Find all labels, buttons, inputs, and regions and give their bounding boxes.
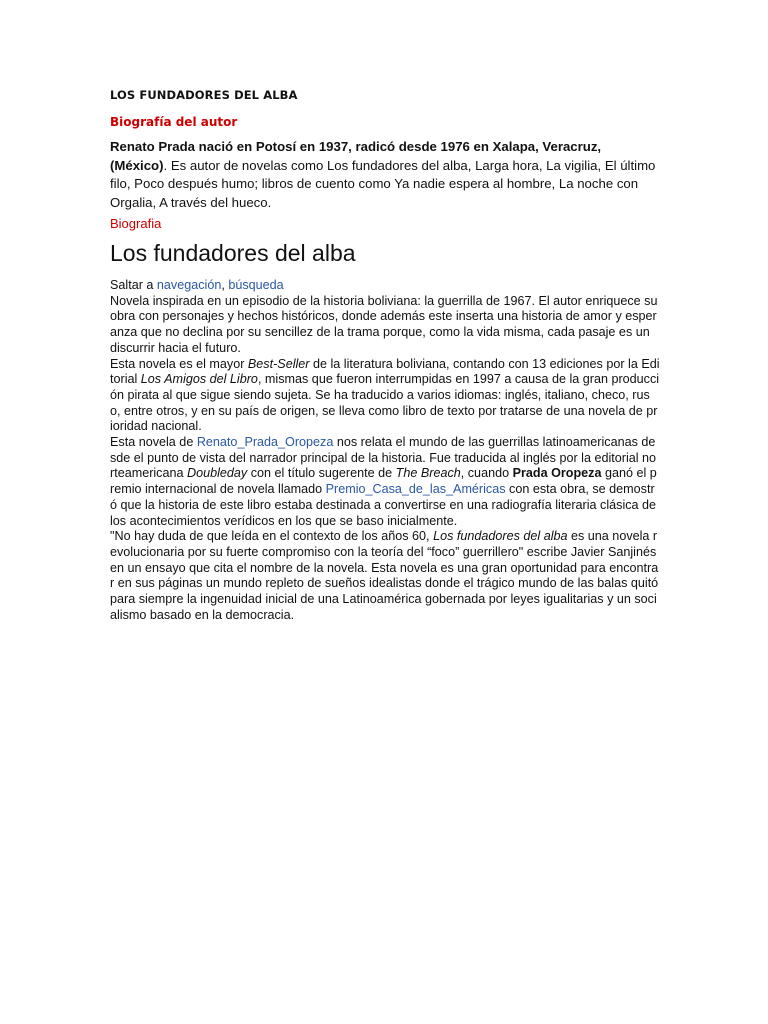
p3-text-i: con esta obra, se demostró que la historia de este libro estaba destinada a convertirse en una radiografía literaria clásica de los acontecimientos verídicos en los que se baso inicialmente. xyxy=(110,482,657,528)
skip-navigation-link[interactable]: navegación xyxy=(156,278,222,292)
author-intro xyxy=(110,138,660,212)
p3-text-h: ganó el premio internacional de novela llamado xyxy=(110,466,657,497)
skip-prefix: Saltar a xyxy=(110,278,157,292)
document-heading: LOS FUNDADORES DEL ALBA xyxy=(110,88,298,102)
paragraph-4 xyxy=(110,529,660,623)
p4-novel-title: Los fundadores del alba xyxy=(433,529,568,544)
p2-text-c: de la literatura boliviana, contando con 13 ediciones por la Editorial xyxy=(110,356,660,387)
page-title: Los fundadores del alba xyxy=(110,240,356,266)
p2-publisher: Los Amigos del Libro xyxy=(140,372,258,387)
p3-text-d: con el título sugerente de xyxy=(247,466,396,481)
paragraph-1: Novela inspirada en un episodio de la historia boliviana: la guerrilla de 1967. El autor enriquece su obra con personajes y hechos históricos, donde además este inserta una historia de amor y esperanza que no declina por su sencillez de la trama porque, como la vida misma, cada pasaje es un discurrir hacia el futuro. xyxy=(110,293,658,355)
p3-english-title: The Breach xyxy=(395,466,461,481)
p2-text-a: Esta novela es el mayor xyxy=(110,356,248,371)
prize-link[interactable]: Premio_Casa_de_las_Américas xyxy=(325,482,506,497)
p4-text-c: es una novela revolucionaria por su fuerte compromiso con la teoría del “foco” guerrillero" escribe Javier Sanjinés en un ensayo que cita el nombre de la novela. Esta novela es una gran oportunidad para encontrar en sus páginas un mundo repleto de sueños idealistas donde el trágico mundo de las balas quitó para siempre la ingenuidad inicial de una Latinoamérica gobernada por leyes igualitarias y un socialismo basado en la democracia. xyxy=(110,529,659,622)
p2-bestseller: Best-Seller xyxy=(247,356,310,371)
skip-line xyxy=(110,278,660,294)
p4-text-a: "No hay duda de que leída en el contexto de los años 60, xyxy=(110,529,434,544)
author-link[interactable]: Renato_Prada_Oropeza xyxy=(196,435,334,450)
p2-text-e: , mismas que fueron interrumpidas en 1997 a causa de la gran producción pirata al que sigue siendo sujeta. Se ha traducido a varios idiomas: inglés, italiano, checo, ruso, entre otros, y en su país de origen, se lleva como libro de texto por tratarse de una novela de prioridad nacional. xyxy=(110,372,660,434)
author-bio-label: Biografía del autor xyxy=(110,115,238,129)
p3-publisher: Doubleday xyxy=(187,466,248,481)
p3-author-bold: Prada Oropeza xyxy=(512,466,602,481)
skip-separator: , xyxy=(221,278,229,292)
p3-text-a: Esta novela de xyxy=(110,435,197,450)
skip-search-link[interactable]: búsqueda xyxy=(228,278,284,292)
intro-rest: . Es autor de novelas como Los fundadores del alba, Larga hora, La vigilia, El último filo, Poco después humo; libros de cuento como Ya nadie espera al hombre, La noche con Orgalia, A través del hueco. xyxy=(110,157,656,210)
p3-text-f: , cuando xyxy=(460,466,513,481)
biography-label: Biografia xyxy=(110,216,162,231)
article-body xyxy=(110,278,660,623)
p3-text-b: nos relata el mundo de las guerrillas latinoamericanas desde el punto de vista del narrador principal de la historia. Fue traducida al inglés por la editorial norteamericana xyxy=(110,435,657,481)
intro-bold: Renato Prada nació en Potosí en 1937, radicó desde 1976 en Xalapa, Veracruz, (México) xyxy=(110,139,602,173)
paragraph-2 xyxy=(110,357,660,436)
paragraph-3 xyxy=(110,435,660,529)
